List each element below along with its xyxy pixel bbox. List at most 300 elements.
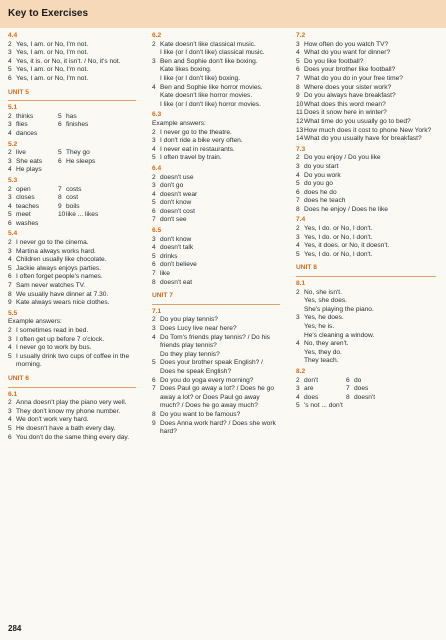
answer-number: 8 (152, 278, 156, 286)
answer-text: doesn't cost (160, 207, 195, 215)
answer-line (152, 101, 280, 110)
answer-cell (8, 121, 58, 130)
answer-line (296, 58, 436, 67)
answer-text: has (66, 112, 77, 120)
answer-text: costs (66, 185, 82, 193)
answer-text: boils (66, 202, 80, 210)
answer-number: 5 (58, 112, 62, 120)
answer-text: I never eat in restaurants. (160, 145, 235, 153)
answer-line (296, 118, 436, 127)
answer-text: Does it snow here in winter? (304, 109, 387, 117)
answer-number: 7 (58, 185, 62, 193)
answer-cell (296, 377, 346, 386)
answer-line (152, 244, 280, 253)
answer-cell (58, 194, 78, 203)
answer-line (8, 282, 136, 291)
answer-number: 2 (296, 154, 300, 162)
answer-text: Ben and Sophie like horror movies. (160, 83, 263, 91)
answer-line (8, 299, 136, 308)
unit-heading: UNIT 7 (152, 292, 173, 300)
answer-number: 7 (346, 385, 350, 393)
answer-text: washes (16, 219, 39, 227)
answer-line (296, 297, 436, 306)
answer-cell (58, 220, 66, 229)
section-heading: 5.3 (8, 176, 18, 184)
answer-number: 3 (296, 314, 300, 322)
column-3 (296, 30, 436, 411)
answer-number: 7 (8, 282, 12, 290)
answer-text: does he teach (304, 197, 346, 205)
answer-line (8, 327, 136, 336)
answer-line (152, 261, 280, 270)
answer-text: We usually have dinner at 7.30. (16, 290, 109, 298)
answer-text: drinks (160, 252, 178, 260)
answer-line (8, 256, 136, 265)
answer-text: He plays (16, 166, 42, 174)
answer-line (296, 172, 436, 181)
answer-text: I never go to the cinema. (16, 239, 89, 247)
answer-cell (58, 186, 81, 195)
answer-text: Does he enjoy / Does he like (304, 205, 388, 213)
section-heading: 6.5 (152, 227, 162, 235)
answer-text: are (304, 385, 314, 393)
answer-number: 6 (58, 157, 62, 165)
answer-line (152, 236, 280, 245)
answer-text: He sleeps (66, 157, 96, 165)
answer-line (152, 66, 280, 75)
answer-line (152, 351, 280, 360)
answer-number: 2 (152, 316, 156, 324)
unit-heading: UNIT 6 (8, 374, 29, 382)
section-heading: 7.4 (296, 216, 306, 224)
answer-cell (58, 203, 80, 212)
answer-number: 2 (152, 173, 156, 181)
answer-line (296, 135, 436, 144)
answer-cell (8, 186, 58, 195)
answer-text: No, they aren't. (304, 340, 349, 348)
answer-text: They go (66, 149, 90, 157)
answer-text: Anna doesn't play the piano very well. (16, 399, 127, 407)
answer-pair-row (296, 385, 436, 394)
answer-number: 6 (296, 188, 300, 196)
answer-number: 5 (152, 252, 156, 260)
answer-text: We don't work very hard. (16, 416, 89, 424)
answer-text: don't know (160, 235, 192, 243)
answer-text: No, she isn't. (304, 288, 342, 296)
answer-cell (346, 377, 361, 386)
answer-text: How much does it cost to phone New York? (304, 126, 432, 134)
answer-line (152, 279, 280, 288)
answer-number: 3 (8, 157, 12, 165)
answer-line (152, 216, 280, 225)
section-heading: 7.2 (296, 32, 306, 39)
answer-line (296, 340, 436, 349)
answer-text: meet (16, 211, 31, 219)
answer-text: Children usually like chocolate. (16, 256, 107, 264)
answer-line (296, 206, 436, 215)
section-heading: 6.3 (152, 111, 162, 119)
answer-number: 3 (8, 247, 12, 255)
answer-number: 2 (296, 288, 300, 296)
answer-text: cost (66, 194, 79, 202)
answer-line (152, 377, 280, 386)
answer-text: I like (or I don't like) classical music. (160, 49, 265, 57)
unit-divider (8, 100, 136, 101)
answer-text: flies (16, 121, 28, 129)
answer-pair-row (8, 211, 136, 220)
answer-pair-row (8, 149, 136, 158)
answer-number: 2 (8, 239, 12, 247)
answer-text: Jackie always enjoys parties. (16, 264, 102, 272)
answer-text: I often forget people's names. (16, 273, 103, 281)
answer-text: Kate likes boxing. (160, 66, 212, 74)
answer-line (152, 154, 280, 163)
section-heading: 6.2 (152, 32, 162, 39)
answer-number: 8 (346, 393, 350, 401)
unit-divider (8, 387, 136, 388)
answer-number: 5 (152, 154, 156, 162)
answer-number: 11 (296, 109, 303, 117)
answer-number: 2 (8, 185, 12, 193)
answer-line (152, 316, 280, 325)
answer-number: 5 (8, 264, 12, 272)
answer-number: 2 (8, 327, 12, 334)
answer-cell (58, 113, 77, 122)
answer-line (8, 291, 136, 300)
answer-number: 3 (152, 137, 156, 145)
answer-number: 3 (8, 121, 12, 129)
answer-text: closes (16, 194, 35, 202)
answer-text: What do you want for dinner? (304, 49, 391, 57)
answer-cell (296, 394, 346, 403)
answer-line (152, 75, 280, 84)
answer-text: live (16, 149, 26, 157)
answer-line (152, 129, 280, 138)
answer-number: 4 (152, 333, 156, 341)
answer-number: 3 (296, 385, 300, 393)
answer-number: 9 (296, 92, 300, 100)
answer-text: They don't know my phone number. (16, 407, 121, 415)
answer-text: Yes, I do. or No, I don't. (304, 233, 373, 241)
answer-line (296, 101, 436, 110)
answer-line (8, 434, 136, 443)
answer-cell (58, 166, 66, 175)
answer-text: don't go (160, 182, 184, 190)
answer-text: Do you do yoga every morning? (160, 376, 254, 384)
answer-number: 9 (8, 299, 12, 307)
answer-line (152, 325, 280, 334)
answer-text: I sometimes read in bed. (16, 327, 89, 334)
answer-number: 6 (152, 261, 156, 269)
answer-text: I like (or I don't like) horror movies. (160, 100, 261, 108)
unit-heading: UNIT 8 (296, 264, 317, 272)
answer-pair-row (8, 121, 136, 130)
answer-number: 5 (296, 57, 300, 65)
answer-number: 4 (8, 344, 12, 352)
answer-number: 6 (8, 74, 12, 82)
answer-text: Do you enjoy / Do you like (304, 154, 381, 162)
answer-line (8, 58, 136, 67)
answer-number: 5 (8, 211, 12, 219)
answer-line (8, 425, 136, 434)
answer-line (152, 334, 280, 351)
unit-divider (152, 304, 280, 305)
answer-number: 2 (296, 225, 300, 233)
answer-number: 9 (58, 202, 62, 210)
section-heading: 5.1 (8, 104, 18, 112)
answer-line (152, 137, 280, 146)
answer-number: 4 (296, 49, 300, 57)
answer-text: doesn't wear (160, 190, 198, 198)
answer-number: 10 (58, 211, 66, 219)
answer-line (8, 353, 136, 370)
answer-number: 4 (8, 256, 12, 264)
answer-number: 2 (152, 128, 156, 136)
answer-line (8, 344, 136, 353)
answer-number: 8 (296, 83, 300, 91)
answer-line (296, 306, 436, 315)
answer-text: Kate doesn't like horror movies. (160, 92, 253, 100)
answer-number: 5 (8, 424, 12, 432)
answer-line (152, 199, 280, 208)
answer-text: Yes, I do. or No, I don't. (304, 225, 373, 233)
answer-cell (8, 203, 58, 212)
answer-number: 3 (152, 57, 156, 65)
answer-number: 3 (8, 49, 12, 57)
answer-pair-row (8, 186, 136, 195)
answer-number: 5 (152, 199, 156, 207)
answer-line (296, 251, 436, 260)
answer-text: Yes, I am. or No, I'm not. (16, 66, 89, 74)
answer-line (8, 273, 136, 282)
unit-heading: UNIT 5 (8, 88, 29, 96)
answer-number: 2 (152, 40, 156, 48)
answer-number: 4 (8, 166, 12, 174)
answer-text: How often do you watch TV? (304, 40, 389, 48)
answer-number: 5 (296, 180, 300, 188)
answer-text: Does Paul go away a lot? / Does he go away a lot? or Does Paul go away much? / Does he go away much? (160, 385, 274, 410)
answer-cell (8, 166, 58, 175)
answer-cell (58, 130, 66, 139)
answer-line (152, 191, 280, 200)
answer-text: Does Lucy live near here? (160, 325, 237, 332)
answer-number: 2 (296, 376, 300, 384)
answer-line (8, 399, 136, 408)
answer-text: What do you do in your free time? (304, 74, 403, 82)
answer-line (296, 349, 436, 358)
answer-number: 3 (152, 325, 156, 332)
answer-cell (346, 385, 368, 394)
answer-text: Yes, it is. or No, it isn't. / No, it's not. (16, 57, 121, 65)
answer-pair-row (8, 203, 136, 212)
answer-line (296, 289, 436, 298)
answer-number: 4 (296, 242, 300, 250)
answer-number: 3 (296, 40, 300, 48)
answer-text: Where does your sister work? (304, 83, 392, 91)
answer-line (296, 197, 436, 206)
answer-number: 3 (8, 335, 12, 343)
answer-text: does he do (304, 188, 337, 196)
answer-text: He doesn't have a bath every day. (16, 424, 116, 432)
answer-text: I never go to work by bus. (16, 344, 92, 352)
answer-text: 's not ... don't (304, 402, 343, 410)
answer-cell (8, 211, 58, 220)
section-heading: 6.1 (8, 390, 18, 398)
answer-line (8, 408, 136, 417)
answer-number: 4 (8, 129, 12, 137)
answer-line (8, 41, 136, 50)
answer-cell (346, 394, 375, 403)
answer-number: 4 (296, 393, 300, 401)
answer-pair-row (8, 130, 136, 139)
answer-number: 6 (296, 66, 300, 74)
answer-text: I like (or I don't like) boxing. (160, 74, 241, 82)
answer-number: 6 (58, 121, 62, 129)
answer-number: 5 (8, 66, 12, 74)
answer-number: 8 (296, 205, 300, 213)
section-heading: 4.4 (8, 32, 18, 39)
answer-number: 4 (152, 83, 156, 91)
answer-text: Martina always works hard. (16, 247, 96, 255)
answer-text: Do you want to be famous? (160, 410, 241, 418)
answer-number: 6 (152, 207, 156, 215)
answer-text: I never go to the theatre. (160, 128, 232, 136)
answer-number: 6 (8, 433, 12, 441)
answer-number: 4 (8, 57, 12, 65)
answer-line (8, 265, 136, 274)
answer-line (152, 420, 280, 437)
section-heading: 7.3 (296, 145, 306, 153)
answer-number: 6 (152, 376, 156, 384)
answer-number: 8 (58, 194, 62, 202)
answer-text: don't (304, 376, 319, 384)
answer-text: don't believe (160, 261, 197, 269)
answer-number: 4 (8, 416, 12, 424)
section-heading: 7.1 (152, 307, 162, 315)
answer-line (296, 234, 436, 243)
section-heading: 6.4 (152, 164, 162, 172)
answer-cell (8, 149, 58, 158)
answer-line (8, 416, 136, 425)
answer-line (296, 180, 436, 189)
answer-line (296, 189, 436, 198)
answer-pair-row (8, 166, 136, 175)
answer-text: Does your brother like football? (304, 66, 396, 74)
answer-number: 4 (296, 340, 300, 348)
answer-line (296, 127, 436, 136)
answer-text: teaches (16, 202, 40, 210)
answer-cell (8, 194, 58, 203)
page-title: Key to Exercises (8, 8, 89, 19)
answer-line (152, 208, 280, 217)
answer-number: 3 (296, 233, 300, 241)
answer-text: What does this word mean? (304, 100, 386, 108)
answer-number: 9 (152, 419, 156, 427)
answer-number: 7 (152, 270, 156, 278)
section-caption: Example answers: (152, 119, 206, 127)
answer-text: Yes, he is. (304, 323, 335, 330)
answer-line (296, 242, 436, 251)
answer-number: 10 (296, 100, 304, 108)
answer-cell (296, 402, 346, 411)
answer-line (152, 58, 280, 67)
answer-cell (8, 158, 58, 167)
answer-text: Kate doesn't like classical music. (160, 40, 256, 48)
answer-text: Do you like football? (304, 57, 364, 65)
section-heading: 8.1 (296, 280, 306, 288)
answer-line (152, 359, 280, 376)
answer-text: Ben and Sophie don't like boxing. (160, 57, 258, 65)
answer-text: Yes, I am. or No, I'm not. (16, 49, 89, 57)
answer-cell (58, 211, 98, 220)
answer-number: 3 (8, 194, 12, 202)
answer-line (8, 49, 136, 58)
answer-text: finishes (66, 121, 89, 129)
answer-text: Do they play tennis? (160, 350, 220, 358)
answer-text: Do you work (304, 171, 341, 179)
answer-number: 8 (152, 410, 156, 418)
section-heading: 8.2 (296, 367, 306, 375)
column-2 (152, 30, 280, 437)
answer-pair-row (8, 220, 136, 229)
answer-number: 5 (296, 402, 300, 410)
answer-line (296, 314, 436, 323)
answer-text: I usually drink two cups of coffee in the morning. (16, 352, 130, 369)
answer-text: do you start (304, 162, 339, 170)
answer-line (8, 239, 136, 248)
answer-line (296, 41, 436, 50)
answer-pair-row (296, 394, 436, 403)
answer-text: They teach. (304, 357, 339, 365)
answer-number: 2 (8, 40, 12, 48)
answer-text: doesn't use (160, 173, 194, 181)
answer-line (8, 248, 136, 257)
answer-number: 4 (152, 145, 156, 153)
answer-number: 7 (296, 197, 300, 205)
answer-line (152, 49, 280, 58)
answer-text: Yes, she does. (304, 297, 348, 305)
answer-text: do (354, 376, 362, 384)
answer-cell (8, 113, 58, 122)
answer-number: 14 (296, 135, 304, 143)
answer-line (296, 109, 436, 118)
answer-text: like (160, 270, 170, 278)
answer-number: 4 (152, 190, 156, 198)
answer-number: 5 (8, 352, 12, 360)
answer-number: 2 (8, 112, 12, 120)
answer-text: What do you usually have for breakfast? (304, 135, 422, 143)
answer-text: Do Tom's friends play tennis? / Do his friends play tennis? (160, 333, 270, 350)
answer-text: I often travel by train. (160, 154, 222, 162)
answer-number: 4 (8, 202, 12, 210)
answer-text: I don't ride a bike very often. (160, 137, 243, 145)
answer-line (152, 146, 280, 155)
answer-text: does (304, 393, 319, 401)
answer-text: do you go (304, 180, 333, 188)
answer-line (296, 49, 436, 58)
page-number: 284 (8, 624, 22, 633)
answer-text: Yes, he does. (304, 314, 344, 322)
answer-line (296, 66, 436, 75)
answer-number: 6 (8, 219, 12, 227)
answer-text: Does Anna work hard? / Does she work hard? (160, 419, 276, 436)
answer-line (8, 75, 136, 84)
answer-text: like ... likes (66, 211, 99, 219)
answer-text: doesn't talk (160, 244, 194, 252)
answer-cell (296, 385, 346, 394)
answer-text: Yes, I am. or No, I'm not. (16, 74, 89, 82)
answer-cell (58, 149, 90, 158)
